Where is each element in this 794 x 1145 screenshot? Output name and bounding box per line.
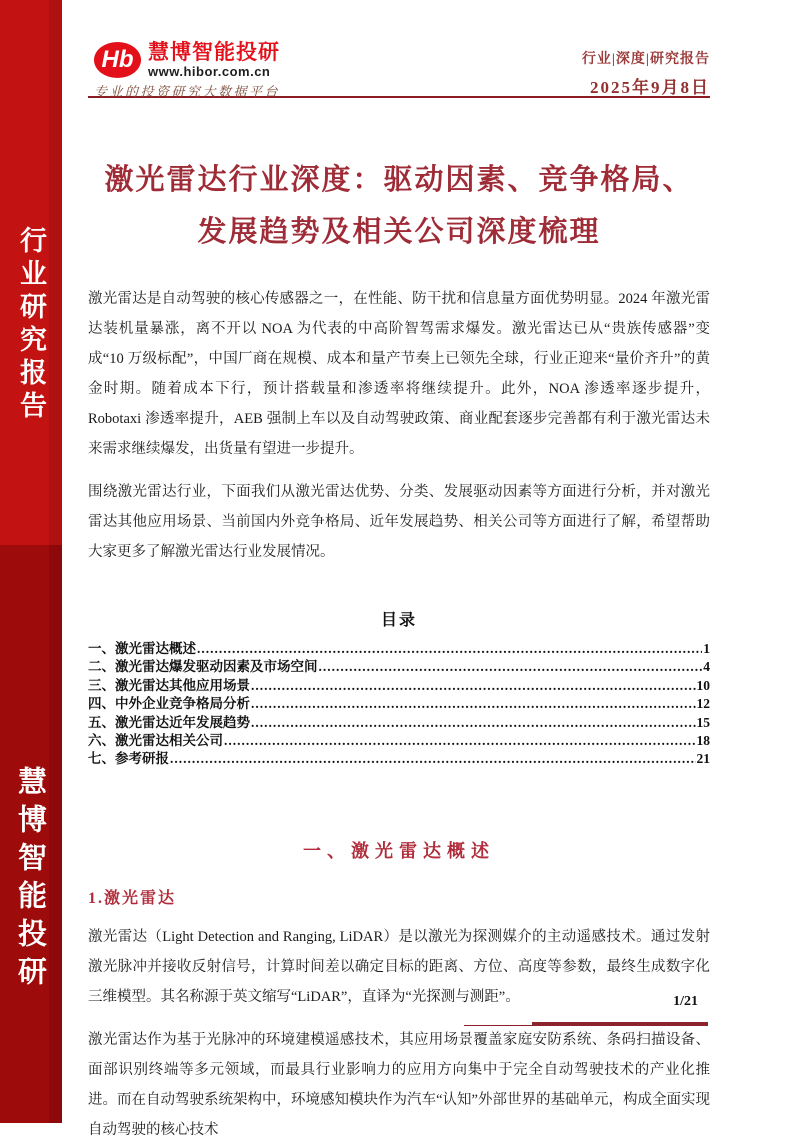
toc-entry-5[interactable]: [88, 714, 710, 732]
banner-text-brand: 慧博智能投研: [14, 766, 46, 994]
header-meta: [582, 48, 710, 98]
section-paragraph-2: 激光雷达作为基于光脉冲的环境建模遥感技术，其应用场景覆盖家庭安防系统、条码扫描设备、面部识别终端等多元领域，而最具行业影响力的应用方向集中于完全自动驾驶技术的产业化推进。而在自动驾驶系统架构中，环境感知模块作为汽车“认知”外部世界的基础单元，构成全面实现自动驾驶的核心技术: [88, 1031, 710, 1138]
report-date: 2025年9月8日: [590, 78, 710, 97]
toc-leader-dots: [197, 640, 702, 658]
toc-entry-page: 1: [703, 641, 710, 656]
toc-entry-page: 21: [696, 751, 710, 767]
toc-leader-dots: [251, 714, 696, 732]
toc-leader-dots: [224, 732, 696, 750]
toc-entry-6[interactable]: [88, 732, 710, 750]
toc-entry-label: 五、激光雷达近年发展趋势: [88, 714, 250, 730]
report-header: [88, 0, 710, 98]
table-of-contents: [88, 607, 710, 769]
toc-leader-dots: [319, 658, 703, 676]
report-type-label: 行业|深度|研究报告: [581, 52, 710, 67]
hibor-logo: [94, 42, 280, 100]
report-title-line2: 发展趋势及相关公司深度梳理: [197, 216, 601, 248]
report-title-line1: 激光雷达行业深度：驱动因素、竞争格局、: [104, 164, 694, 196]
toc-entry-label: 四、中外企业竞争格局分析: [88, 696, 250, 712]
toc-entry-label: 二、激光雷达爆发驱动因素及市场空间: [88, 659, 318, 675]
brand-url[interactable]: www.hibor.com.cn: [148, 64, 271, 79]
toc-entry-1[interactable]: [88, 640, 710, 658]
footer-divider-thick-line: [532, 1022, 708, 1025]
page-number: 1/21: [673, 994, 698, 1009]
intro-paragraph-1: 激光雷达是自动驾驶的核心传感器之一，在性能、防干扰和信息量方面优势明显。2024 年激光雷达装机量暴涨，离不开以 NOA 为代表的中高阶智驾需求爆发。激光雷达已从“贵族传感器”变成“10 万级标配”，中国厂商在规模、成本和量产节奏上已领先全球，行业正迎来“量价齐升”的黄金时期。随着成本下行，预计搭载量和渗透率将继续提升。此外，NOA 渗透率逐步提升，Robotaxi 渗透率提升，AEB 强制上车以及自动驾驶政策、商业配套逐步完善都有利于激光雷达未来需求继续爆发，出货量有望进一步提升。: [88, 291, 710, 457]
page-footer: [88, 994, 710, 1027]
toc-entry-page: 15: [696, 714, 710, 730]
toc-entry-label: 一、激光雷达概述: [88, 641, 196, 656]
toc-entry-label: 三、激光雷达其他应用场景: [88, 677, 250, 693]
toc-leader-dots: [251, 695, 696, 713]
toc-entry-3[interactable]: [88, 677, 710, 695]
toc-entry-page: 18: [696, 733, 710, 749]
toc-entry-4[interactable]: [88, 695, 710, 713]
footer-divider-thin-line: [464, 1025, 708, 1026]
toc-entry-label: 七、参考研报: [88, 751, 169, 767]
left-banner: [0, 0, 62, 1123]
brand-name: 慧博智能投研: [148, 41, 280, 64]
toc-leader-dots: [251, 677, 696, 695]
toc-entry-page: 12: [696, 696, 710, 712]
toc-entry-page: 4: [703, 659, 710, 675]
footer-divider: [88, 1022, 710, 1027]
toc-entry-7[interactable]: [88, 750, 710, 768]
toc-title: 目录: [380, 612, 417, 629]
subsection-1-heading: 1.激光雷达: [88, 889, 177, 907]
intro-paragraph-2: 围绕激光雷达行业，下面我们从激光雷达优势、分类、发展驱动因素等方面进行分析，并对激光雷达其他应用场景、当前国内外竞争格局、近年发展趋势、相关公司等方面进行了解，希望帮助大家更多了解激光雷达行业发展情况。: [88, 484, 710, 560]
document-body: [62, 0, 794, 1138]
brand-tagline: 专业的投资研究大数据平台: [94, 84, 281, 99]
toc-entry-page: 10: [696, 677, 710, 693]
section-1-heading: 一、激光雷达概述: [303, 840, 495, 861]
toc-entry-label: 六、激光雷达相关公司: [88, 733, 223, 749]
toc-entry-2[interactable]: [88, 658, 710, 676]
toc-leader-dots: [170, 750, 696, 768]
section-paragraph-1: 激光雷达（Light Detection and Ranging, LiDAR）是以激光为探测媒介的主动遥感技术。通过发射激光脉冲并接收反射信号，计算时间差以确定目标的距离、方位、高度等参数，最终生成数字化三维模型。其名称源于英文缩写“LiDAR”，直译为“光探测与测距”。: [88, 928, 710, 1005]
report-title: [88, 154, 710, 258]
toc-list: [88, 640, 710, 769]
hibor-logo-icon: Hb: [94, 42, 141, 78]
banner-text-industry-report: 行业研究报告: [16, 226, 46, 424]
